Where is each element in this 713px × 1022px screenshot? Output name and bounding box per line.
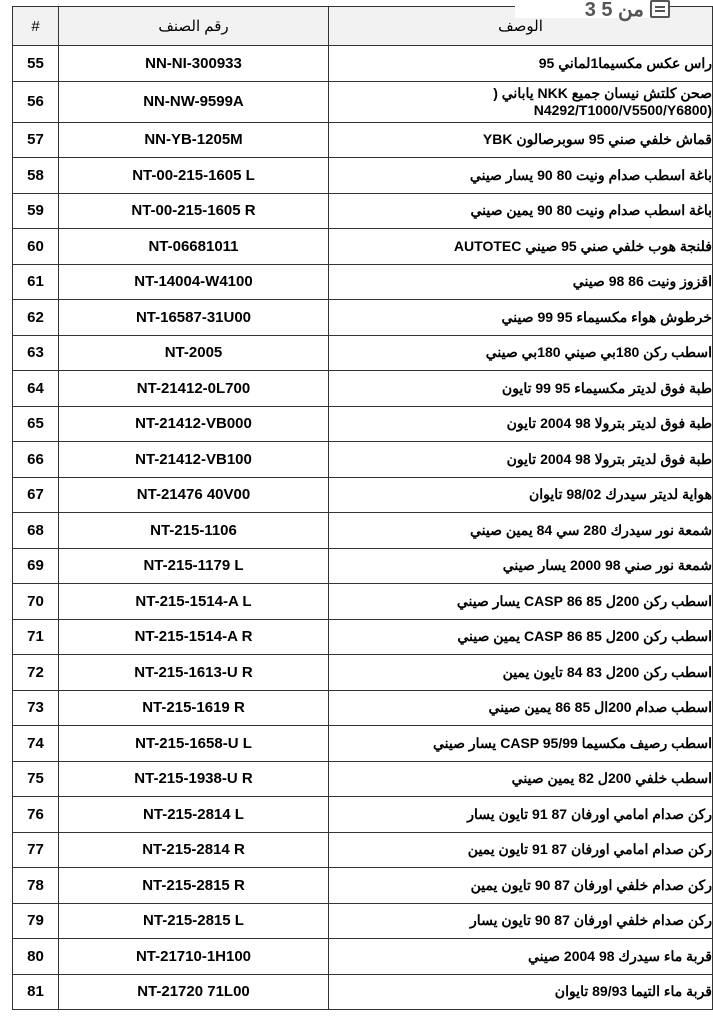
description-line: ركن صدام خلفي اورفان 87 90 تايون يسار bbox=[470, 912, 712, 929]
part-code: NT-215-1938-U R bbox=[59, 761, 329, 797]
table-row bbox=[13, 122, 713, 158]
table-row bbox=[13, 300, 713, 336]
part-description bbox=[329, 300, 713, 336]
description-line: باغة اسطب صدام ونيت 80 90 يسار صيني bbox=[469, 166, 712, 183]
header-num: # bbox=[13, 7, 59, 46]
part-code: NT-21720 71L00 bbox=[59, 974, 329, 1010]
page-indicator-text: 3 من 5 bbox=[584, 0, 644, 21]
row-number: 68 bbox=[13, 513, 59, 549]
table-row bbox=[13, 371, 713, 407]
page-indicator bbox=[515, 0, 670, 21]
part-description bbox=[329, 46, 713, 82]
description-line: قربة ماء التيما 89/93 تايوان bbox=[554, 983, 712, 1000]
part-description bbox=[329, 477, 713, 513]
part-description bbox=[329, 548, 713, 584]
part-description bbox=[329, 868, 713, 904]
description-line: اسطب صدام 200ال 85 86 يمين صيني bbox=[488, 699, 712, 716]
part-description bbox=[329, 81, 713, 122]
table-row bbox=[13, 335, 713, 371]
description-line: اسطب ركن 200ل 85 86 CASP يمين صيني bbox=[457, 628, 712, 645]
part-description bbox=[329, 655, 713, 691]
row-number: 80 bbox=[13, 939, 59, 975]
table-row bbox=[13, 655, 713, 691]
table-row bbox=[13, 868, 713, 904]
part-code: NT-215-2814 R bbox=[59, 832, 329, 868]
part-description bbox=[329, 903, 713, 939]
part-code: NT-16587-31U00 bbox=[59, 300, 329, 336]
part-description bbox=[329, 442, 713, 478]
table-row bbox=[13, 797, 713, 833]
part-description bbox=[329, 229, 713, 265]
part-code: NN-NW-9599A bbox=[59, 81, 329, 122]
row-number: 66 bbox=[13, 442, 59, 478]
description-line: اسطب رصيف مكسيما CASP 95/99 يسار صيني bbox=[433, 734, 712, 751]
table-row bbox=[13, 442, 713, 478]
part-description bbox=[329, 939, 713, 975]
part-description bbox=[329, 406, 713, 442]
header-desc: الوصف bbox=[329, 7, 713, 46]
page-icon bbox=[650, 0, 670, 18]
table-row bbox=[13, 832, 713, 868]
part-code: NT-2005 bbox=[59, 335, 329, 371]
part-code: NT-215-2815 R bbox=[59, 868, 329, 904]
table-row bbox=[13, 584, 713, 620]
part-code: NT-215-1106 bbox=[59, 513, 329, 549]
part-description bbox=[329, 797, 713, 833]
row-number: 74 bbox=[13, 726, 59, 762]
description-line: راس عكس مكسيما1لماني 95 bbox=[538, 54, 712, 71]
part-code: NT-215-1613-U R bbox=[59, 655, 329, 691]
row-number: 79 bbox=[13, 903, 59, 939]
row-number: 61 bbox=[13, 264, 59, 300]
table-row bbox=[13, 761, 713, 797]
table-row bbox=[13, 974, 713, 1010]
part-description bbox=[329, 513, 713, 549]
description-line: ركن صدام خلفي اورفان 87 90 تايون يمين bbox=[470, 876, 712, 893]
part-code: NN-YB-1205M bbox=[59, 122, 329, 158]
part-code: NT-06681011 bbox=[59, 229, 329, 265]
parts-table bbox=[12, 6, 713, 1010]
description-line: ركن صدام امامي اورفان 87 91 تايون يمين bbox=[467, 841, 712, 858]
description-line: اسطب خلفي 200ل 82 يمين صيني bbox=[511, 770, 712, 787]
description-line: اسطب ركن 200ل 83 84 تايون يمين bbox=[502, 663, 712, 680]
table-row bbox=[13, 690, 713, 726]
table-row bbox=[13, 158, 713, 194]
row-number: 64 bbox=[13, 371, 59, 407]
table-row bbox=[13, 229, 713, 265]
description-line-2: N4292/T1000/V5500/Y6800) bbox=[533, 102, 712, 118]
description-line: خرطوش هواء مكسيماء 95 99 صيني bbox=[501, 308, 712, 325]
part-code: NT-21710-1H100 bbox=[59, 939, 329, 975]
part-code: NT-21412-VB100 bbox=[59, 442, 329, 478]
part-description bbox=[329, 584, 713, 620]
header-code: رقم الصنف bbox=[59, 7, 329, 46]
row-number: 69 bbox=[13, 548, 59, 584]
description-line: ركن صدام امامي اورفان 87 91 تايون يسار bbox=[467, 805, 712, 822]
description-line: طبة فوق لديتر بترولا 98 2004 تايون bbox=[506, 415, 712, 432]
part-code: NT-215-1619 R bbox=[59, 690, 329, 726]
description-line: هواية لديتر سيدرك 98/02 تايوان bbox=[528, 486, 712, 503]
row-number: 62 bbox=[13, 300, 59, 336]
row-number: 65 bbox=[13, 406, 59, 442]
part-description bbox=[329, 264, 713, 300]
part-description bbox=[329, 335, 713, 371]
table-row bbox=[13, 939, 713, 975]
description-line: اسطب ركن 200ل 85 86 CASP يسار صيني bbox=[456, 592, 712, 609]
part-description bbox=[329, 726, 713, 762]
table-row bbox=[13, 477, 713, 513]
row-number: 56 bbox=[13, 81, 59, 122]
row-number: 78 bbox=[13, 868, 59, 904]
row-number: 55 bbox=[13, 46, 59, 82]
part-code: NT-215-1658-U L bbox=[59, 726, 329, 762]
part-code: NT-215-1514-A R bbox=[59, 619, 329, 655]
part-code: NT-215-1179 L bbox=[59, 548, 329, 584]
table-row bbox=[13, 903, 713, 939]
part-description bbox=[329, 371, 713, 407]
part-description bbox=[329, 158, 713, 194]
part-description bbox=[329, 761, 713, 797]
row-number: 63 bbox=[13, 335, 59, 371]
description-line: شمعة نور سيدرك 280 سي 84 يمين صيني bbox=[469, 521, 712, 538]
part-code: NT-21476 40V00 bbox=[59, 477, 329, 513]
part-description bbox=[329, 974, 713, 1010]
part-description bbox=[329, 832, 713, 868]
part-code: NT-14004-W4100 bbox=[59, 264, 329, 300]
description-line: طبة فوق لديتر مكسيماء 95 99 تايون bbox=[501, 379, 712, 396]
part-description bbox=[329, 122, 713, 158]
description-line: قماش خلفي صني 95 سوبرصالون YBK bbox=[482, 131, 712, 148]
row-number: 77 bbox=[13, 832, 59, 868]
row-number: 70 bbox=[13, 584, 59, 620]
row-number: 58 bbox=[13, 158, 59, 194]
row-number: 73 bbox=[13, 690, 59, 726]
description-line: شمعة نور صني 98 2000 يسار صيني bbox=[502, 557, 712, 574]
description-line: طبة فوق لديتر بترولا 98 2004 تايون bbox=[506, 450, 712, 467]
row-number: 59 bbox=[13, 193, 59, 229]
description-line: قربة ماء سيدرك 98 2004 صيني bbox=[528, 947, 712, 964]
part-description bbox=[329, 193, 713, 229]
row-number: 57 bbox=[13, 122, 59, 158]
part-code: NT-21412-VB000 bbox=[59, 406, 329, 442]
row-number: 71 bbox=[13, 619, 59, 655]
description-line: اسطب ركن 180بي صيني 180بي صيني bbox=[485, 344, 712, 361]
table-row bbox=[13, 46, 713, 82]
table-row bbox=[13, 264, 713, 300]
part-code: NN-NI-300933 bbox=[59, 46, 329, 82]
description-line: صحن كلتش نيسان جميع NKK ياباني ( bbox=[493, 85, 712, 101]
part-code: NT-215-1514-A L bbox=[59, 584, 329, 620]
description-line: فلنجة هوب خلفي صني 95 صيني AUTOTEC bbox=[453, 237, 712, 254]
part-description bbox=[329, 619, 713, 655]
table-row bbox=[13, 726, 713, 762]
part-description bbox=[329, 690, 713, 726]
table-row bbox=[13, 548, 713, 584]
part-code: NT-00-215-1605 L bbox=[59, 158, 329, 194]
part-code: NT-215-2815 L bbox=[59, 903, 329, 939]
description-line: باغة اسطب صدام ونيت 80 90 يمين صيني bbox=[470, 202, 712, 219]
row-number: 76 bbox=[13, 797, 59, 833]
part-code: NT-00-215-1605 R bbox=[59, 193, 329, 229]
table-row bbox=[13, 81, 713, 122]
table-row bbox=[13, 406, 713, 442]
row-number: 75 bbox=[13, 761, 59, 797]
row-number: 72 bbox=[13, 655, 59, 691]
table-row bbox=[13, 619, 713, 655]
row-number: 60 bbox=[13, 229, 59, 265]
table-row bbox=[13, 513, 713, 549]
row-number: 81 bbox=[13, 974, 59, 1010]
part-code: NT-21412-0L700 bbox=[59, 371, 329, 407]
description-line: اقزوز ونيت 86 98 صيني bbox=[572, 273, 712, 290]
part-code: NT-215-2814 L bbox=[59, 797, 329, 833]
table-row bbox=[13, 193, 713, 229]
row-number: 67 bbox=[13, 477, 59, 513]
